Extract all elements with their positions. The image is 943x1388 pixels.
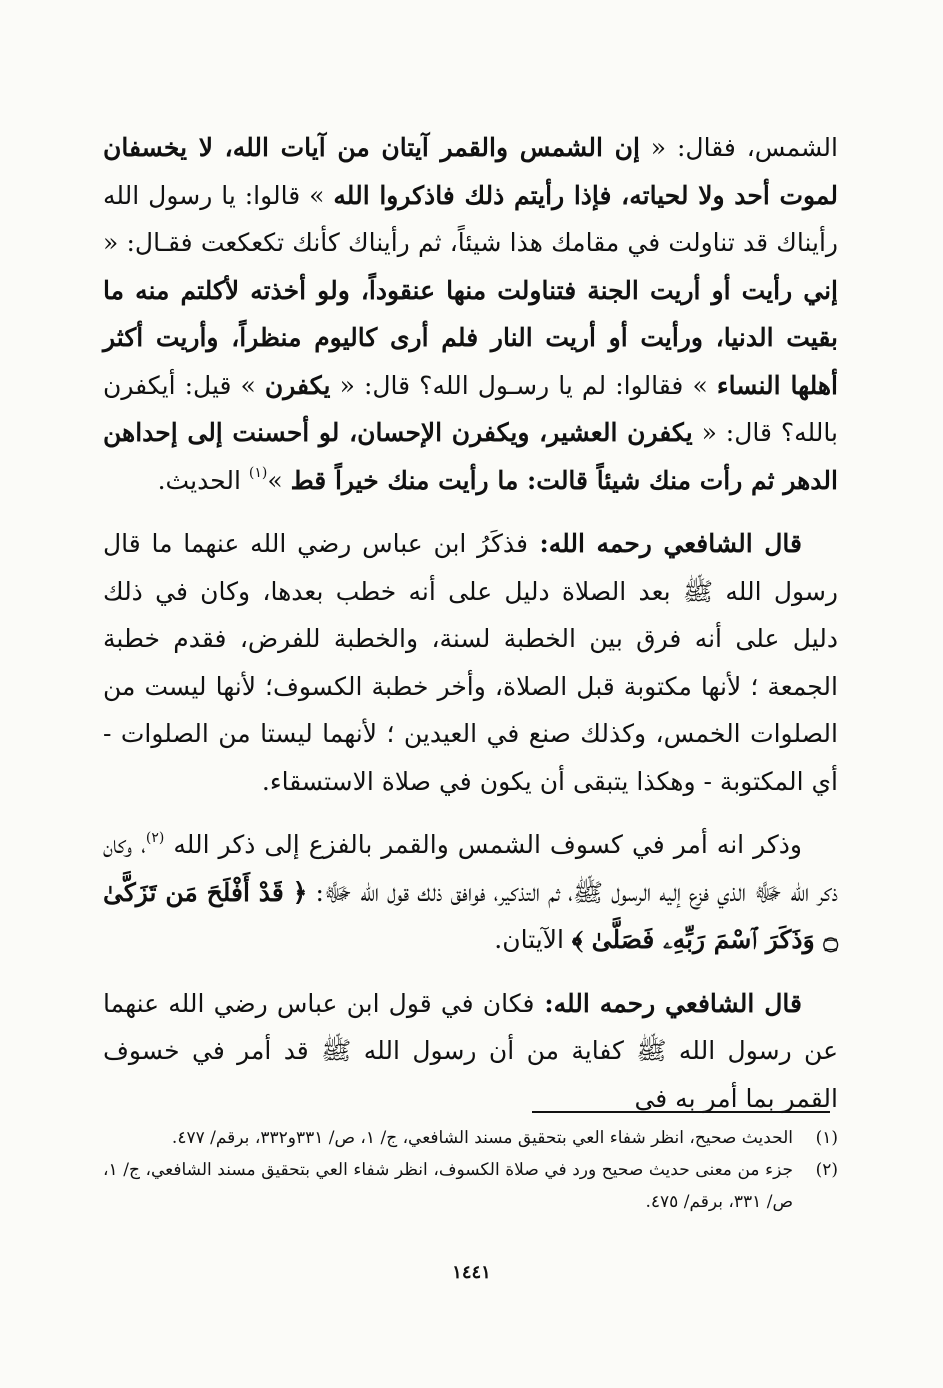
- paragraph-hadith: [103, 124, 838, 504]
- text-segment: » قالوا: يا رسول الله رأيناك قد تناولت في مقامك هذا شيئاً، ثم رأيناك كأنك تكعكعت فقـال: «: [103, 180, 838, 257]
- footnote-1: [103, 1122, 838, 1154]
- text-segment: »: [267, 465, 291, 495]
- text-segment: » قيل: أيكفرن بالله؟ قال: «: [103, 370, 838, 447]
- page-number: ١٤٤١: [452, 1262, 491, 1283]
- text-segment: الآيتان.: [494, 925, 572, 954]
- footnote-divider: [532, 1111, 830, 1113]
- text-segment: الحديث.: [157, 465, 249, 495]
- text-segment: فكان في قول ابن عباس رضي الله عنهما عن رسول الله ﷺ كفاية من أن رسول الله ﷺ قد أمر في خسوف القمر بما أمر به في: [103, 988, 838, 1113]
- footnote-text: الحديث صحيح، انظر شفاء العي بتحقيق مسند الشافعي، ج/ ١، ص/ ٣٣١و٣٣٢، برقم/ ٤٧٧.: [171, 1128, 793, 1148]
- speaker-heading: قال الشافعي رحمه الله:: [527, 529, 802, 558]
- footnote-number: (١): [815, 1128, 838, 1148]
- paragraph-shafii-1: [103, 520, 838, 805]
- text-segment: ، وكان ذكر الله ﷻ الذي فزع إليه الرسول ﷺ، ثم التذكير، فوافق ذلك قول الله ﷻ:: [103, 830, 838, 907]
- text-segment: وذكر انه أمر في كسوف الشمس والقمر بالفزع إلى ذكر الله: [164, 830, 802, 859]
- text-segment: » فقالوا: لم يا رسـول الله؟ قال: «: [330, 370, 717, 400]
- footnote-ref-1[interactable]: (١): [248, 465, 268, 482]
- footnote-2: [103, 1154, 838, 1218]
- text-segment: فذكَرُ ابن عباس رضي الله عنهما ما قال رسول الله ﷺ بعد الصلاة دليل على أنه خطب بعدها، وكان في ذلك دليل على أنه فرق بين الخطبة لسنة، والخطبة للفرض، فقدم خطبة الجمعة ؛ لأنها مكتوبة قبل الصلاة، وأخر خطبة الكسوف؛ لأنها ليست من الصلوات الخمس، وكذلك صنع في العيدين ؛ لأنهما ليستا من الصلوات - أي المكتوبة - وهكذا يتبقى أن يكون في صلاة الاستسقاء.: [103, 529, 838, 796]
- text-segment: الشمس، فقال: «: [639, 133, 838, 162]
- paragraph-dhikr: [103, 821, 838, 964]
- main-text: [103, 124, 838, 1122]
- quran-verse: ﴿ قَدْ أَفْلَحَ مَن تَزَكَّىٰ ۝ وَذَكَرَ ٱسْمَ رَبِّهِۦ فَصَلَّىٰ ﴾: [103, 877, 838, 954]
- hadith-quote: يكفرن: [264, 370, 331, 400]
- paragraph-shafii-2: [103, 980, 838, 1123]
- footnotes: [103, 1122, 838, 1218]
- footnote-text: جزء من معنى حديث صحيح ورد في صلاة الكسوف، انظر شفاء العي بتحقيق مسند الشافعي، ج/ ١، ص/ ٣٣١، برقم/ ٤٧٥.: [103, 1160, 793, 1212]
- speaker-heading: قال الشافعي رحمه الله:: [534, 988, 802, 1018]
- hadith-quote: إن الشمس والقمر آيتان من آيات الله، لا يخسفان لموت أحد ولا لحياته، فإذا رأيتم ذلك فاذكروا الله: [103, 133, 838, 210]
- footnote-number: (٢): [815, 1160, 838, 1180]
- hadith-quote: إني رأيت أو أريت الجنة فتناولت منها عنقوداً، ولو أخذته لأكلتم منه ما بقيت الدنيا، ورأيت أو أريت النار فلم أرى كاليوم منظراً، وأريت أكثر أهلها النساء: [103, 275, 838, 400]
- footnote-ref-2[interactable]: (٢): [145, 829, 165, 846]
- hadith-quote: يكفرن العشير، ويكفرن الإحسان، لو أحسنت إلى إحداهن الدهر ثم رأت منك شيئاً قالت: ما رأيت منك خيراً قط: [103, 418, 838, 495]
